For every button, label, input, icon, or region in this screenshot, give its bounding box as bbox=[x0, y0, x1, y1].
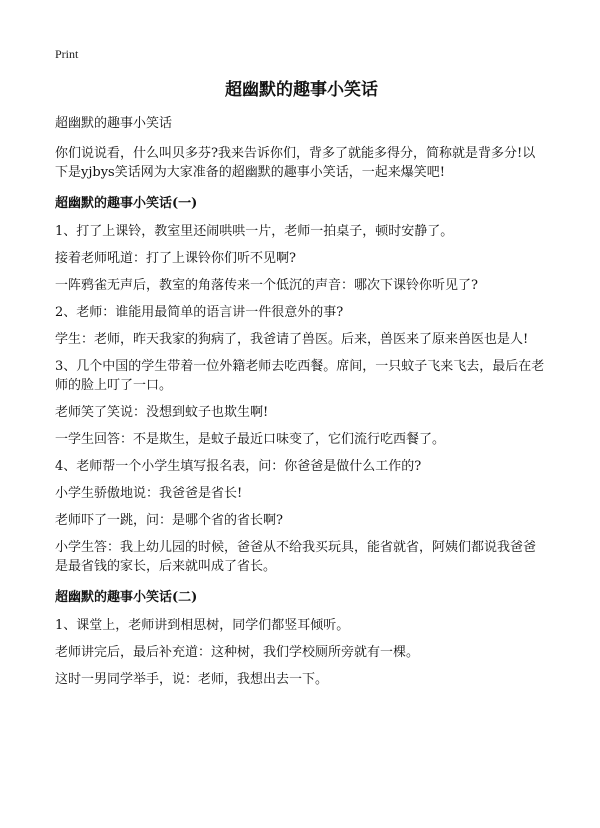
paragraph: 老师吓了一跳，问：是哪个省的省长啊? bbox=[55, 513, 283, 528]
paragraph: 1、课堂上，老师讲到相思树，同学们都竖耳倾听。 bbox=[55, 618, 350, 633]
document-title: 超幽默的趣事小笑话 bbox=[225, 80, 378, 100]
intro-paragraph: 你们说说看，什么叫贝多芬?我来告诉你们，背多了就能多得分，简称就是背多分!以下是yjbys笑话网为大家准备的超幽默的趣事小笑话，一起来爆笑吧! bbox=[55, 146, 536, 180]
paragraph: 老师讲完后，最后补充道：这种树，我们学校厕所旁就有一棵。 bbox=[55, 645, 420, 660]
section-heading-1: 超幽默的趣事小笑话(一) bbox=[55, 196, 198, 211]
paragraph: 这时一男同学举手，说：老师，我想出去一下。 bbox=[55, 672, 329, 687]
paragraph: 接着老师吼道：打了上课铃你们听不见啊? bbox=[55, 251, 296, 266]
paragraph: 1、打了上课铃，教室里还闹哄哄一片，老师一拍桌子，顿时安静了。 bbox=[55, 224, 454, 239]
paragraph: 一学生回答：不是欺生，是蚊子最近口味变了，它们流行吃西餐了。 bbox=[55, 432, 446, 447]
paragraph: 2、老师：谁能用最简单的语言讲一件很意外的事? bbox=[55, 305, 344, 320]
paragraph: 一阵鸦雀无声后，教室的角落传来一个低沉的声音：哪次下课铃你听见了? bbox=[55, 278, 478, 293]
paragraph: 老师笑了笑说：没想到蚊子也欺生啊! bbox=[55, 405, 269, 420]
paragraph: 学生：老师，昨天我家的狗病了，我爸请了兽医。后来，兽医来了原来兽医也是人! bbox=[55, 332, 529, 347]
paragraph: 小学生答：我上幼儿园的时候，爸爸从不给我买玩具，能省就省，阿姨们都说我爸爸是最省钱的家长，后来就叫成了省长。 bbox=[55, 540, 537, 574]
paragraph: 小学生骄傲地说：我爸爸是省长! bbox=[55, 486, 243, 501]
section-heading-2: 超幽默的趣事小笑话(二) bbox=[55, 590, 198, 605]
paragraph: 3、几个中国的学生带着一位外籍老师去吃西餐。席间，一只蚊子飞来飞去，最后在老师的脸上叮了一口。 bbox=[55, 359, 545, 393]
paragraph: 4、老师帮一个小学生填写报名表，问：你爸爸是做什么工作的? bbox=[55, 459, 422, 474]
document-subtitle: 超幽默的趣事小笑话 bbox=[55, 116, 173, 131]
print-link[interactable]: Print bbox=[55, 47, 79, 61]
